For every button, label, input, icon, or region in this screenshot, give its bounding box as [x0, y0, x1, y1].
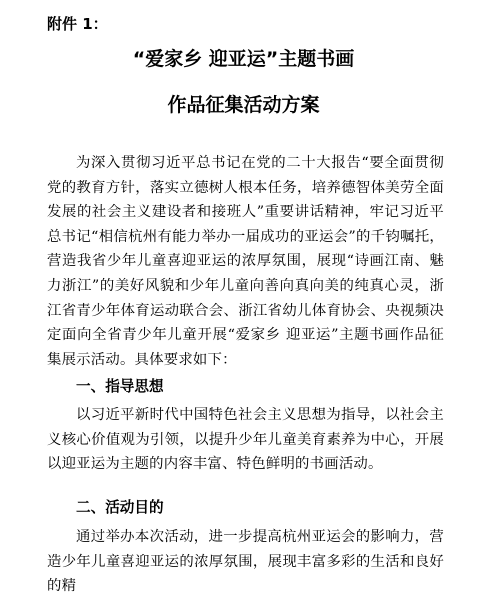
attachment-label: 附件 1：	[47, 15, 108, 33]
section-body-guiding-ideology: 以习近平新时代中国特色社会主义思想为指导，以社会主义核心价值观为引领，以提升少年儿童美育素养为中心，开展以迎亚运为主题的内容丰富、特色鲜明的书画活动。	[47, 407, 444, 473]
document-title-line-1: “爱家乡 迎亚运”主题书画	[132, 48, 355, 70]
section-heading-guiding-ideology: 一、指导思想	[76, 378, 164, 395]
section-body-activity-purpose: 通过举办本次活动，进一步提高杭州亚运会的影响力，营造少年儿童喜迎亚运的浓厚氛围，展现丰富多彩的生活和良好的精	[47, 529, 444, 595]
intro-paragraph: 为深入贯彻习近平总书记在党的二十大报告“要全面贯彻党的教育方针，落实立德树人根本任务，培养德智体美劳全面发展的社会主义建设者和接班人”重要讲话精神，牢记习近平总书记“相信杭州有能力举办一届成功的亚运会”的千钧嘱托，营造我省少年儿童喜迎亚运的浓厚氛围，展现“诗画江南、魅力浙江”的美好风貌和少年儿童向善向真向美的纯真心灵，浙江省青少年体育运动联合会、浙江省幼儿体育协会、央视频决定面向全省青少年儿童开展“爱家乡 迎亚运”主题书画作品征集展示活动。具体要求如下：	[47, 155, 444, 368]
document-title-line-2: 作品征集活动方案	[167, 94, 320, 116]
section-heading-activity-purpose: 二、活动目的	[76, 499, 164, 516]
